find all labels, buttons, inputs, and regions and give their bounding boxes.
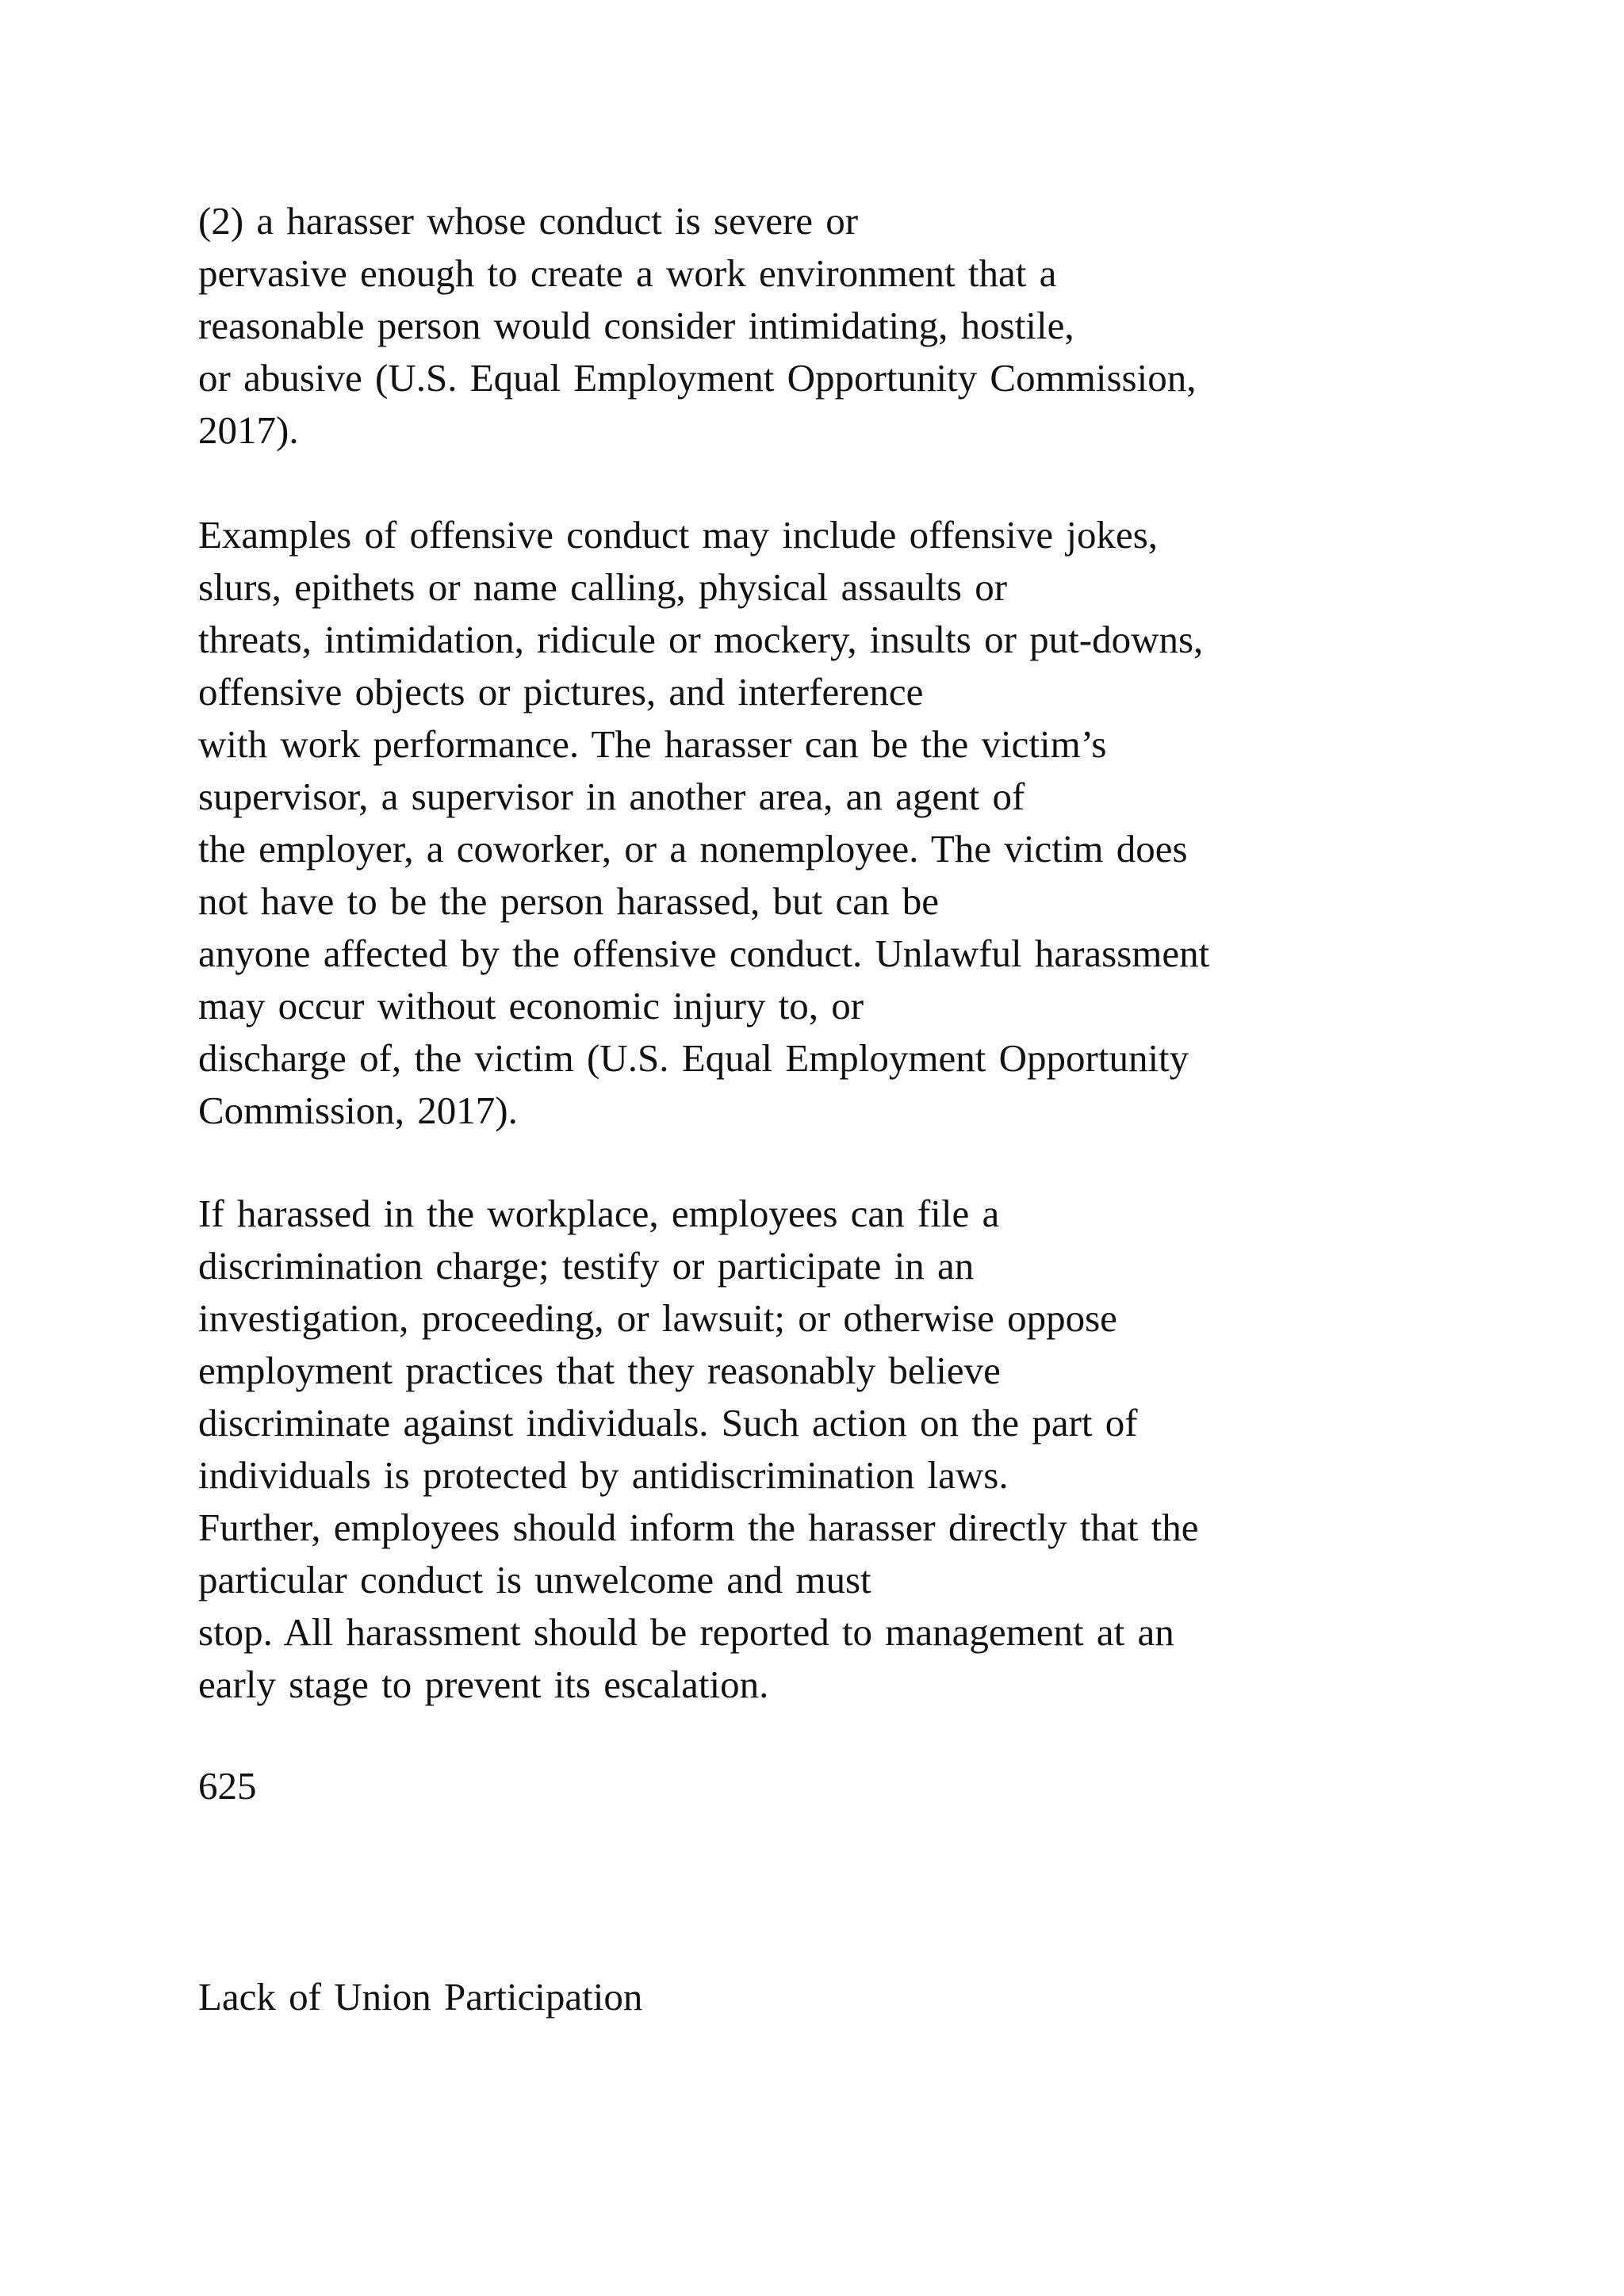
text-line: early stage to prevent its escalation. [198,1663,769,1706]
text-line: individuals is protected by antidiscrimination laws. [198,1453,1009,1497]
text-line: discrimination charge; testify or participate in an [198,1244,975,1288]
text-line: reasonable person would consider intimidating, hostile, [198,304,1074,347]
text-line: the employer, a coworker, or a nonemployee. The victim does [198,827,1188,871]
text-line: Commission, 2017). [198,1089,518,1132]
text-line: anyone affected by the offensive conduct. Unlawful harassment [198,932,1210,975]
text-line: discriminate against individuals. Such action on the part of [198,1401,1138,1445]
text-line: investigation, proceeding, or lawsuit; or otherwise oppose [198,1296,1117,1340]
paragraph-employee-actions [198,1188,1546,1711]
text-line: 2017). [198,408,299,452]
text-line: stop. All harassment should be reported to management at an [198,1610,1174,1654]
paragraph-offensive-conduct-examples [198,509,1546,1137]
text-line: not have to be the person harassed, but can be [198,879,940,923]
text-line: Examples of offensive conduct may include offensive jokes, [198,513,1159,557]
text-line: particular conduct is unwelcome and must [198,1558,871,1601]
page-number [198,1760,1546,1812]
text-line: with work performance. The harasser can be the victim’s [198,722,1107,766]
text-line: threats, intimidation, ridicule or mockery, insults or put-downs, [198,618,1204,661]
page-number-text: 625 [198,1764,257,1808]
section-heading [198,1971,1546,2023]
text-line: supervisor, a supervisor in another area, an agent of [198,775,1025,818]
text-line: may occur without economic injury to, or [198,984,864,1027]
text-line: (2) a harasser whose conduct is severe or [198,199,859,243]
text-line: slurs, epithets or name calling, physical assaults or [198,565,1008,609]
text-line: or abusive (U.S. Equal Employment Opportunity Commission, [198,356,1197,400]
text-line: pervasive enough to create a work environment that a [198,251,1057,295]
text-line: employment practices that they reasonably believe [198,1349,1001,1392]
text-line: offensive objects or pictures, and interference [198,670,924,714]
text-line: If harassed in the workplace, employees can file a [198,1192,1000,1235]
text-line: Further, employees should inform the harasser directly that the [198,1506,1199,1549]
paragraph-harasser-definition [198,195,1546,457]
text-line: discharge of, the victim (U.S. Equal Employment Opportunity [198,1036,1189,1080]
section-heading-text: Lack of Union Participation [198,1975,643,2019]
